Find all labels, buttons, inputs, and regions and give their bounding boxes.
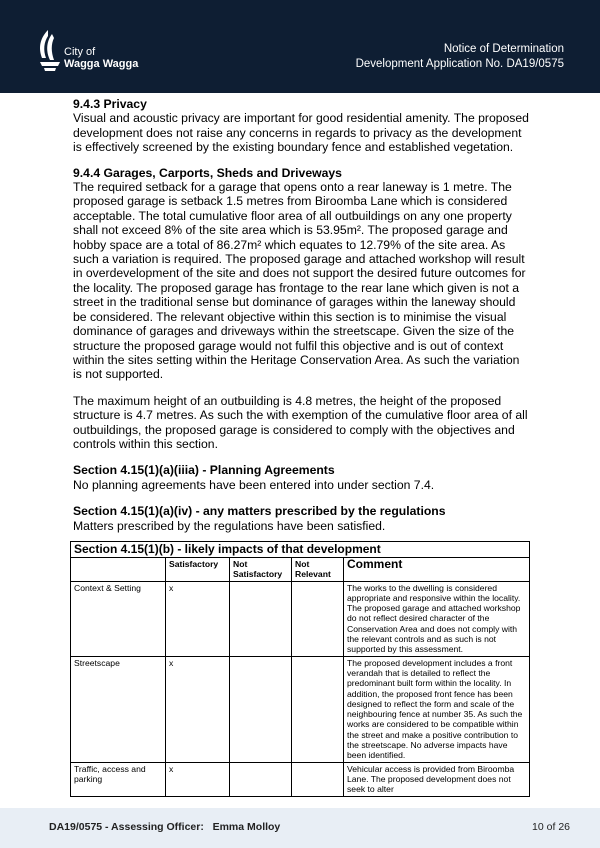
- planning-body: No planning agreements have been entered into under section 7.4.: [73, 477, 435, 492]
- row-label: Streetscape: [71, 656, 166, 762]
- crest-icon: [34, 28, 64, 72]
- page-header: [0, 0, 600, 93]
- page-footer: [0, 808, 600, 848]
- col-header-blank: [71, 557, 166, 581]
- table-header-row: [71, 557, 530, 581]
- logo-text: [64, 46, 138, 70]
- satisfactory-cell: x: [166, 656, 230, 762]
- page-content: [73, 97, 529, 797]
- not-satisfactory-cell: [230, 581, 292, 656]
- logo-line2: Wagga Wagga: [64, 58, 139, 70]
- privacy-heading: 9.4.3 Privacy: [73, 97, 147, 111]
- col-header-not-relevant: Not Relevant: [292, 557, 344, 581]
- garages-body-2: The maximum height of an outbuilding is 4.8 metres, the height of the proposed structure is 4.7 metres. As such the with exemption of the cumulative floor area of all outbuildings, the proposed garage is considered to comply with the objectives and controls within this section.: [73, 393, 528, 451]
- row-label: Context & Setting: [71, 581, 166, 656]
- title-line2: Development Application No. DA19/0575: [355, 58, 564, 70]
- satisfactory-cell: x: [166, 762, 230, 796]
- council-logo: [34, 28, 144, 78]
- document-title: [356, 42, 564, 72]
- not-relevant-cell: [292, 762, 344, 796]
- not-relevant-cell: [292, 581, 344, 656]
- col-header-comment: Comment: [344, 557, 530, 581]
- privacy-body: Visual and acoustic privacy are important for good residential amenity. The proposed development does not raise any concerns in regards to privacy as the development is effectively screened by the existing boundary fence and established vegetation.: [73, 111, 529, 155]
- col-header-satisfactory: Satisfactory: [166, 557, 230, 581]
- table-row: [71, 762, 530, 796]
- regulations-heading: Section 4.15(1)(a)(iv) - any matters prescribed by the regulations: [73, 504, 446, 519]
- comment-cell: Vehicular access is provided from Biroomba Lane. The proposed development does not seek to alter: [344, 762, 530, 796]
- impacts-table: [70, 541, 530, 797]
- page-number: 10 of 26: [532, 821, 570, 833]
- table-row: [71, 581, 530, 656]
- not-satisfactory-cell: [230, 656, 292, 762]
- not-relevant-cell: [292, 656, 344, 762]
- footer-officer: DA19/0575 - Assessing Officer: Emma Molloy: [49, 821, 281, 833]
- comment-cell: The proposed development includes a front verandah that is detailed to reflect the predominant built form within the locality. In addition, the proposed front fence has been designed to reflect the form and scale of the neighbouring fence at number 35. As such the works are considered to be compatible within the street and make a positive contribution to the streetscape. No adverse impacts have been identified.: [344, 656, 530, 762]
- comment-cell: The works to the dwelling is considered appropriate and responsive within the locality. The proposed garage and attached workshop do not reflect desired character of the Conservation Area and does not comply with the relevant controls and as such is not supported by this assessment.: [344, 581, 530, 656]
- logo-line1: City of: [64, 46, 96, 58]
- table-row: [71, 656, 530, 762]
- row-label: Traffic, access and parking: [71, 762, 166, 796]
- satisfactory-cell: x: [166, 581, 230, 656]
- garages-heading: 9.4.4 Garages, Carports, Sheds and Driveways: [73, 165, 342, 180]
- title-line1: Notice of Determination: [443, 43, 564, 55]
- col-header-not-satisfactory: Not Satisfactory: [230, 557, 292, 581]
- table-title: Section 4.15(1)(b) - likely impacts of that development: [71, 541, 530, 557]
- regulations-body: Matters prescribed by the regulations have been satisfied.: [73, 518, 386, 533]
- not-satisfactory-cell: [230, 762, 292, 796]
- garages-body-1: The required setback for a garage that opens onto a rear laneway is 1 metre. The proposed garage is setback 1.5 metres from Biroomba Lane which is considered acceptable. The total cumulative floor area of all outbuildings on any one property shall not exceed 8% of the site area which is 53.95m². The proposed garage and hobby space are a total of 86.27m² which equates to 12.79% of the site area. As such a variation is required. The proposed garage and attached workshop will result in overdevelopment of the site and does not support the desired future outcomes for the locality. The proposed garage has frontage to the rear lane which given is not a street in the traditional sense but dominance of garages within the laneway should be considered. The relevant objective within this section is to minimise the visual dominance of garages and driveways within the streetscape. Given the size of the structure the proposed garage would not fulfil this objective and is out of context within the sites setting within the Heritage Conservation Area. As such the variation is not supported.: [73, 180, 526, 382]
- planning-heading: Section 4.15(1)(a)(iiia) - Planning Agreements: [73, 463, 335, 478]
